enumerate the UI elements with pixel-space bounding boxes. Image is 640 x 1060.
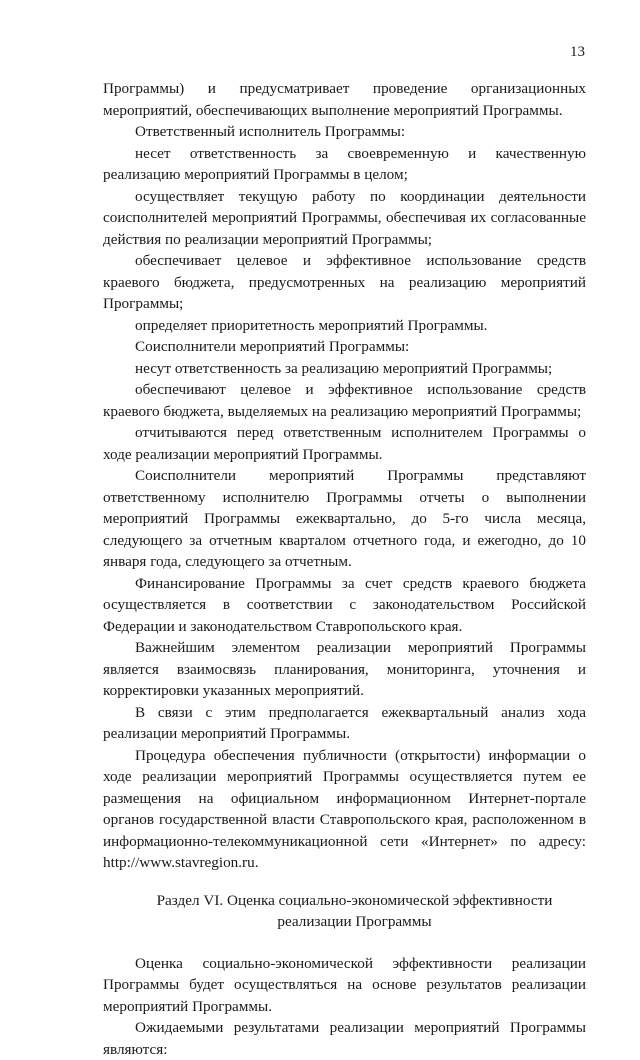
paragraph: определяет приоритетность мероприятий Программы. xyxy=(135,316,488,334)
section-heading: Раздел VI. Оценка социально-экономической эффективности реализации Программы xyxy=(156,891,553,930)
paragraph: несет ответственность за своевременную и качественную реализацию мероприятий Программы в целом; xyxy=(103,144,586,183)
paragraph: В связи с этим предполагается ежеквартальный анализ хода реализации мероприятий Программы. xyxy=(103,703,586,742)
paragraph: несут ответственность за реализацию мероприятий Программы; xyxy=(135,359,553,377)
paragraph: Соисполнители мероприятий Программы представляют ответственному исполнителю Программы отчеты о выполнении мероприятий Программы ежеквартально, до 5-го числа месяца, следующего за отчетным кварталом отчетного года, и ежегодно, до 10 января года, следующего за отчетным. xyxy=(103,467,586,570)
paragraph: Программы) и предусматривает проведение организационных мероприятий, обеспечивающих выполнение мероприятий Программы. xyxy=(103,80,586,119)
paragraph: отчитываются перед ответственным исполнителем Программы о ходе реализации мероприятий Программы. xyxy=(103,424,586,463)
paragraph: Важнейшим элементом реализации мероприятий Программы является взаимосвязь планирования, мониторинга, уточнения и корректировки указанных мероприятий. xyxy=(103,639,586,699)
paragraph: Ответственный исполнитель Программы: xyxy=(135,123,406,140)
paragraph: Ожидаемыми результатами реализации мероприятий Программы являются: xyxy=(103,1019,586,1058)
paragraph: Соисполнители мероприятий Программы: xyxy=(135,338,410,355)
paragraph: осуществляет текущую работу по координации деятельности соисполнителей мероприятий Программы, обеспечивая их согласованные действия по реализации мероприятий Программы; xyxy=(103,187,586,248)
document-body xyxy=(103,78,586,1060)
page-number: 13 xyxy=(570,44,585,60)
paragraph: Оценка социально-экономической эффективности реализации Программы будет осуществляться на основе результатов реализации мероприятий Программы. xyxy=(103,954,586,1015)
paragraph: обеспечивает целевое и эффективное использование средств краевого бюджета, предусмотренных на реализацию мероприятий Программы; xyxy=(103,252,586,312)
paragraph: Финансирование Программы за счет средств краевого бюджета осуществляется в соответствии с законодательством Российской Федерации и законодательством Ставропольского края. xyxy=(103,574,586,635)
paragraph: обеспечивают целевое и эффективное использование средств краевого бюджета, выделяемых на реализацию мероприятий Программы; xyxy=(103,381,586,420)
paragraph: Процедура обеспечения публичности (открытости) информации о ходе реализации мероприятий Программы осуществляется путем ее размещения на официальном информационном Интернет-портале органов государственной власти Ставропольского края, расположенном в информационно-телекоммуникационной сети «Интернет» по адресу: http://www.stavregion.ru. xyxy=(103,746,586,871)
